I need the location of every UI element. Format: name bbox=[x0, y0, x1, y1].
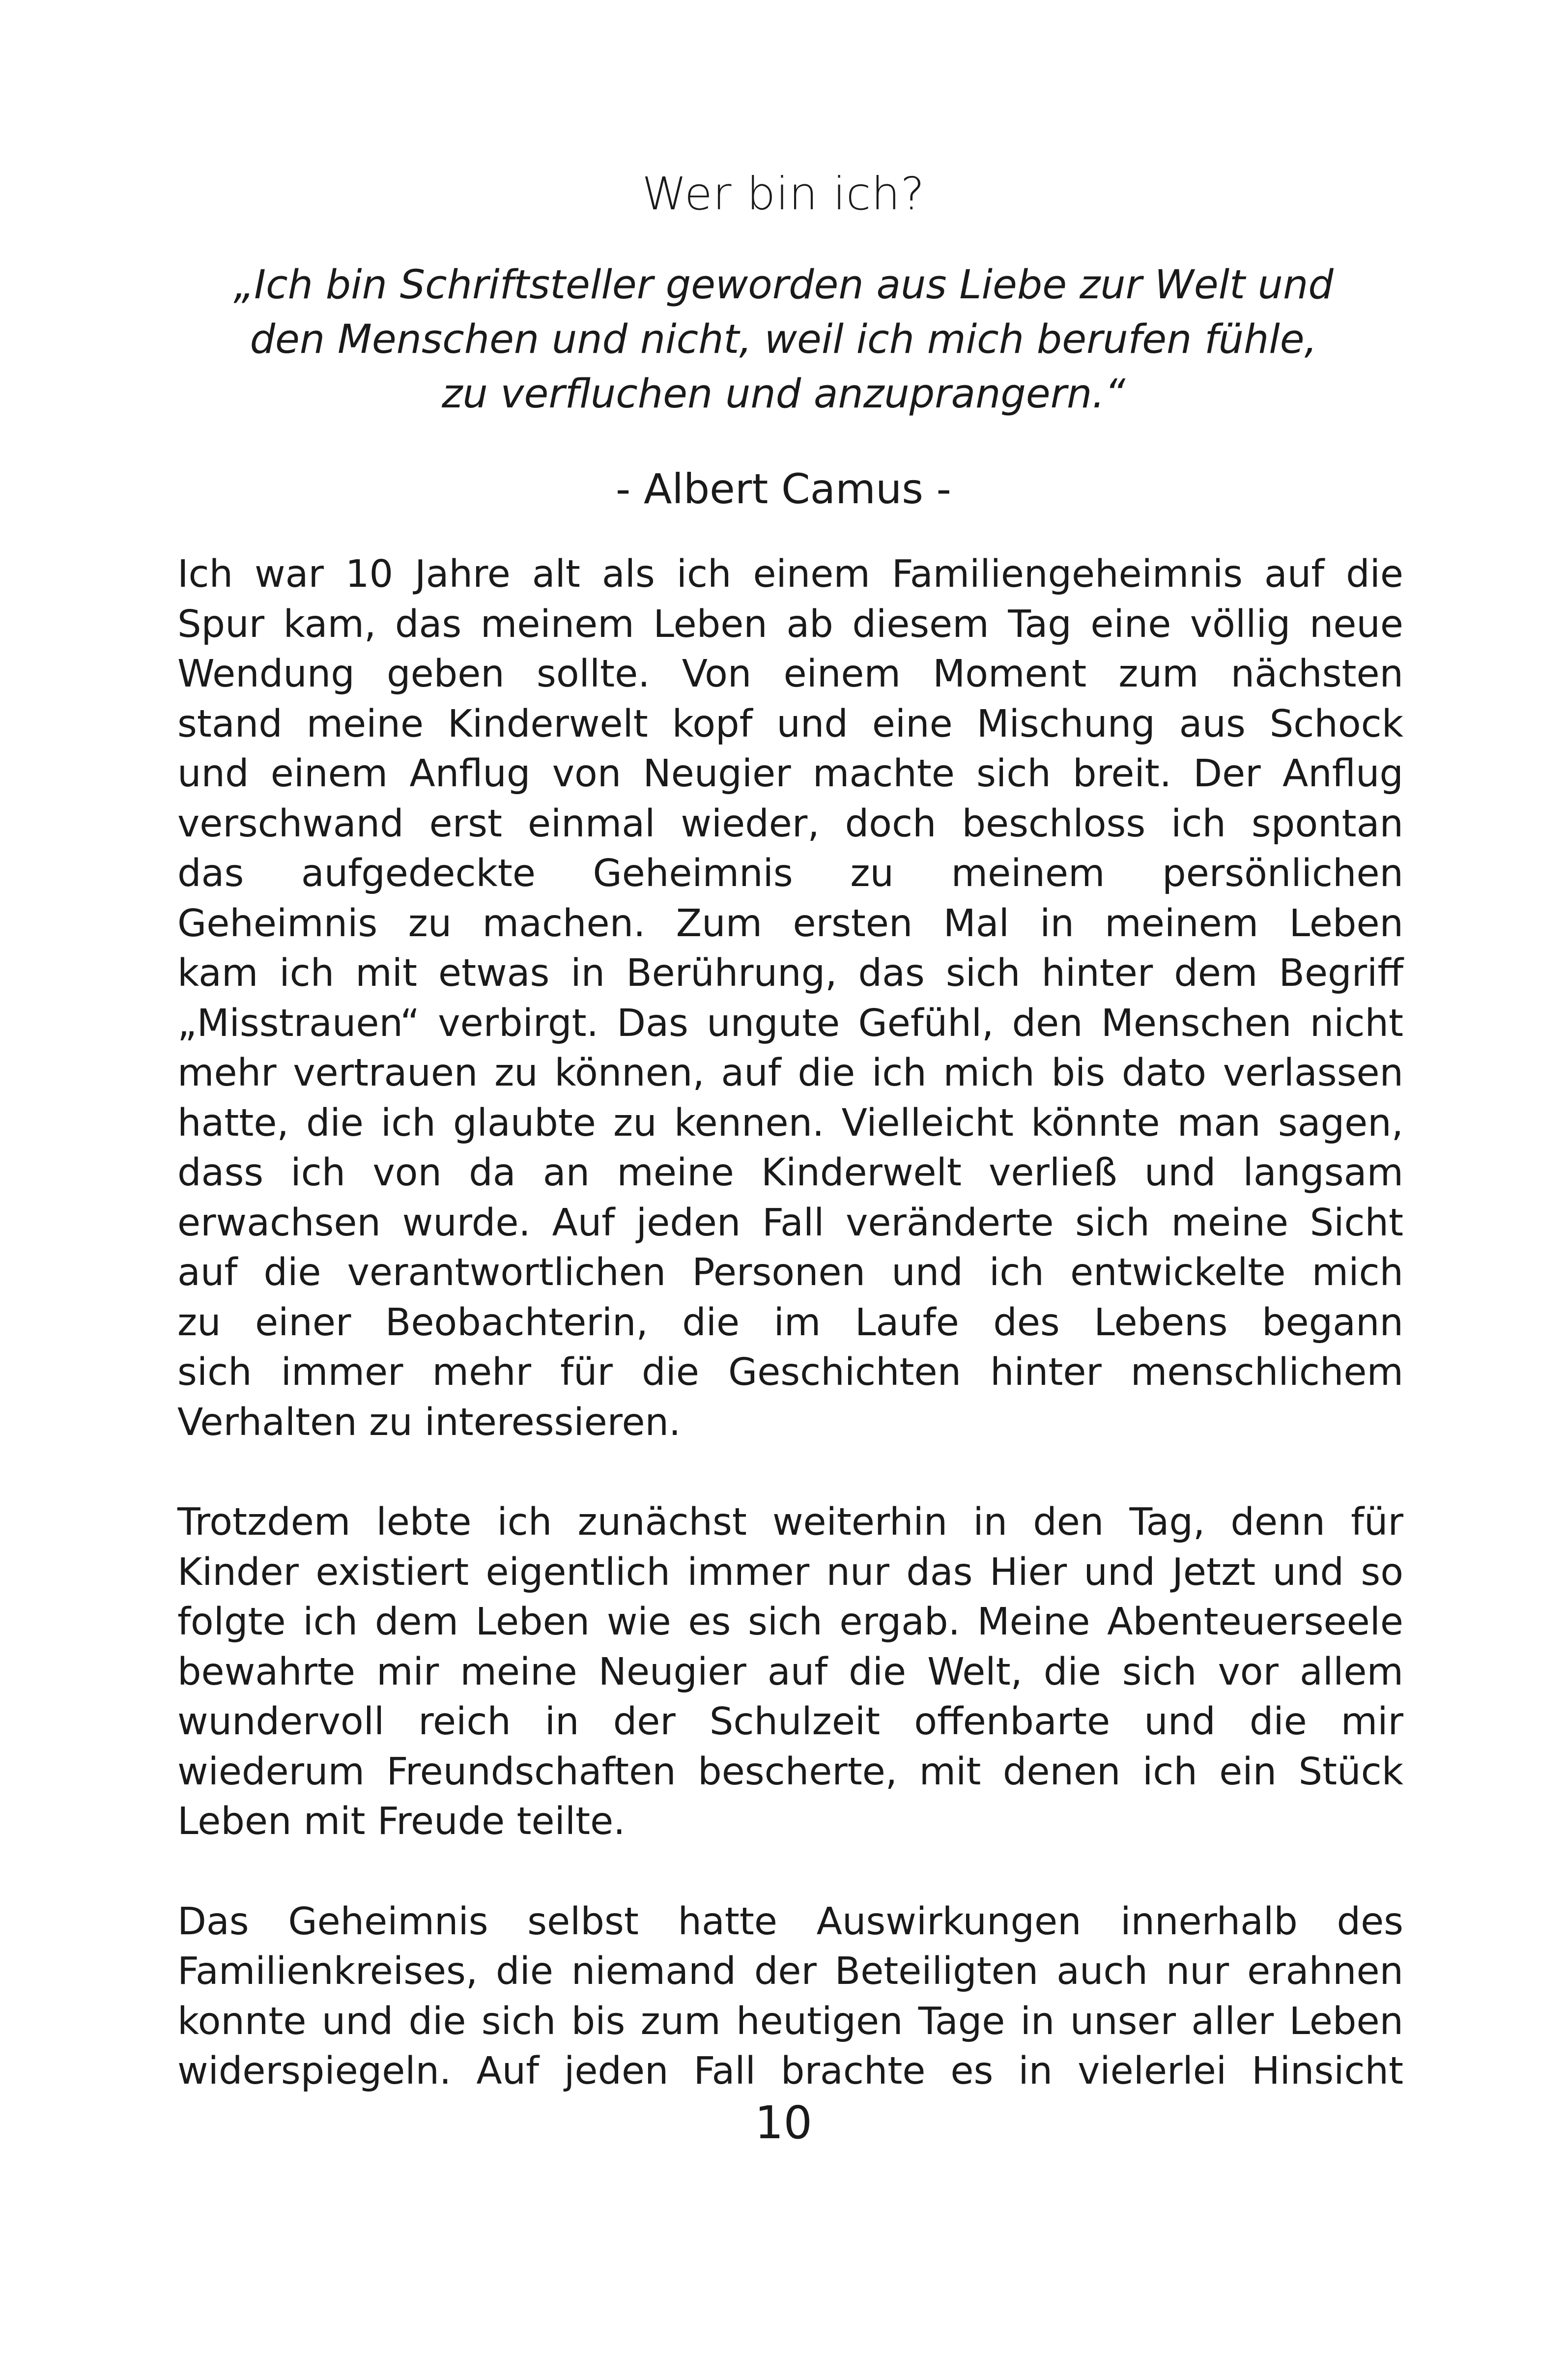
text-line: hatte, die ich glaubte zu kennen. Vielleicht könnte man sagen, bbox=[177, 1101, 1403, 1145]
text-line: wundervoll reich in der Schulzeit offenbarte und die mir bbox=[177, 1700, 1403, 1744]
text-line: kam ich mit etwas in Berührung, das sich hinter dem Begriff bbox=[177, 951, 1403, 995]
text-line: das aufgedeckte Geheimnis zu meinem persönlichen bbox=[177, 852, 1403, 895]
text-line: widerspiegeln. Auf jeden Fall brachte es in vielerlei Hinsicht bbox=[177, 2049, 1403, 2093]
text-line: dass ich von da an meine Kinderwelt verließ und langsam bbox=[177, 1151, 1403, 1195]
text-line: wiederum Freundschaften bescherte, mit denen ich ein Stück bbox=[177, 1749, 1403, 1794]
text-line: mehr vertrauen zu können, auf die ich mich bis dato verlassen bbox=[177, 1051, 1403, 1095]
text-line: Ich war 10 Jahre alt als ich einem Familiengeheimnis auf die bbox=[177, 552, 1403, 596]
text-line: Familienkreises, die niemand der Beteiligten auch nur erahnen bbox=[177, 1950, 1403, 1993]
text-line: Verhalten zu interessieren. bbox=[177, 1400, 681, 1444]
text-line: Leben mit Freude teilte. bbox=[177, 1800, 626, 1843]
text-line: Das Geheimnis selbst hatte Auswirkungen innerhalb des bbox=[177, 1899, 1403, 1944]
body-text bbox=[177, 549, 1403, 2147]
text-line: und einem Anflug von Neugier machte sich breit. Der Anflug bbox=[177, 752, 1403, 796]
text-line: stand meine Kinderwelt kopf und eine Mischung aus Schock bbox=[177, 702, 1403, 746]
epigraph-quote bbox=[167, 258, 1400, 422]
text-line: sich immer mehr für die Geschichten hinter menschlichem bbox=[177, 1350, 1403, 1394]
text-line: Trotzdem lebte ich zunächst weiterhin in den Tag, denn für bbox=[177, 1500, 1403, 1544]
paragraph bbox=[177, 1897, 1403, 2096]
text-line: „Misstrauen“ verbirgt. Das ungute Gefühl, den Menschen nicht bbox=[177, 1001, 1403, 1045]
text-line: erwachsen wurde. Auf jeden Fall veränderte sich meine Sicht bbox=[177, 1201, 1403, 1245]
text-line: Wendung geben sollte. Von einem Moment zum nächsten bbox=[177, 652, 1403, 696]
text-line: auf die verantwortlichen Personen und ich entwickelte mich bbox=[177, 1251, 1403, 1294]
epigraph-line: den Menschen und nicht, weil ich mich berufen fühle, bbox=[250, 316, 1317, 363]
text-line: Kinder existiert eigentlich immer nur das Hier und Jetzt und so bbox=[177, 1550, 1403, 1594]
epigraph-line: „Ich bin Schriftsteller geworden aus Liebe zur Welt und bbox=[233, 262, 1334, 308]
text-line: folgte ich dem Leben wie es sich ergab. Meine Abenteuerseele bbox=[177, 1600, 1403, 1644]
chapter-title: Wer bin ich? bbox=[642, 168, 925, 220]
epigraph-line: zu verfluchen und anzuprangern.“ bbox=[441, 371, 1126, 417]
text-line: verschwand erst einmal wieder, doch beschloss ich spontan bbox=[177, 802, 1403, 846]
paragraph bbox=[177, 1497, 1403, 1847]
text-line: bewahrte mir meine Neugier auf die Welt, die sich vor allem bbox=[177, 1650, 1403, 1694]
paragraph bbox=[177, 549, 1403, 1447]
text-line: Geheimnis zu machen. Zum ersten Mal in meinem Leben bbox=[177, 901, 1403, 946]
text-line: Spur kam, das meinem Leben ab diesem Tag eine völlig neue bbox=[177, 602, 1403, 646]
epigraph-author: - Albert Camus - bbox=[616, 465, 951, 513]
text-line: konnte und die sich bis zum heutigen Tage in unser aller Leben bbox=[177, 1999, 1403, 2043]
text-line: zu einer Beobachterin, die im Laufe des Lebens begann bbox=[177, 1300, 1403, 1345]
page-number: 10 bbox=[754, 2096, 813, 2149]
